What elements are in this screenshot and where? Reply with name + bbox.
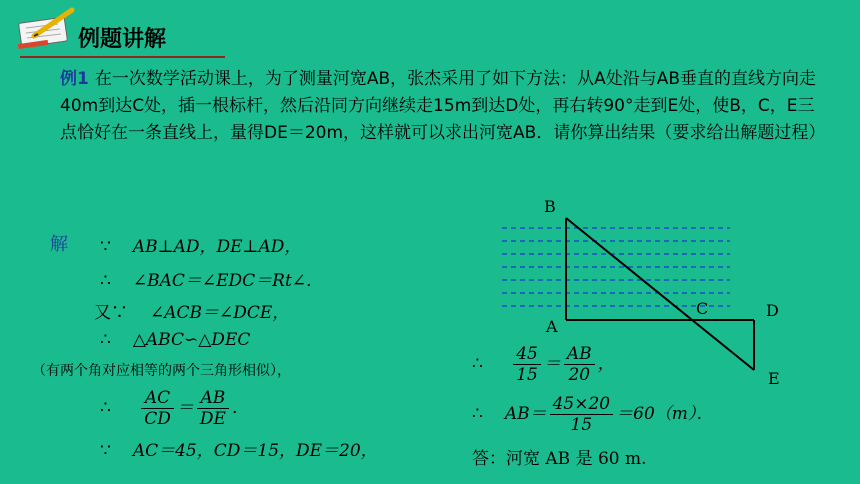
point-d-label: D <box>766 301 779 320</box>
fraction-ab-20: $\frac{AB}{20}$ <box>564 344 595 385</box>
point-a-label: A <box>546 317 558 336</box>
similarity-note: （有两个角对应相等的两个三角形相似）， <box>32 363 291 379</box>
solution-label: 解 <box>50 234 68 255</box>
fraction-ac-cd: $\frac{AC}{CD}$ <box>141 388 174 429</box>
problem-text: 在一次数学活动课上，为了测量河宽AB，张杰采用了如下方法：从A处沿与AB垂直的直线方向走40m到达C处，插一根标杆，然后沿同方向继续走15m到达D处，再右转90°走到E处，使B，C，E三点恰好在一条直线上，量得DE＝20m，这样就可以求出河宽AB．请你算出结果（要求给出解题过程） <box>60 69 826 143</box>
fraction-45x20-15: $\frac{45\times 20}{15}$ <box>550 394 614 435</box>
answer-line: 答：河宽 AB 是 60 m. <box>472 449 647 469</box>
example-tag: 例1 <box>60 69 89 89</box>
point-b-label: B <box>544 197 556 216</box>
solution-line-5: ∴ $\frac{AC}{CD}$ ＝ $\frac{AB}{DE}$ ． <box>100 388 249 429</box>
page-title: 例题讲解 <box>78 27 167 52</box>
solution-line-8: ∴ AB＝ $\frac{45\times 20}{15}$ ＝60（m）． <box>472 394 714 435</box>
point-c-label: C <box>696 299 709 318</box>
problem-statement <box>60 66 826 147</box>
solution-line-2: ∴ ∠BAC＝∠EDC＝Rt∠． <box>100 271 324 291</box>
fraction-ab-de: $\frac{AB}{DE}$ <box>197 388 229 429</box>
river-width-diagram <box>490 188 810 388</box>
notebook-pencil-icon <box>14 6 84 52</box>
point-e-label: E <box>768 369 780 388</box>
solution-line-3: 又∵ ∠ACB＝∠DCE， <box>94 303 290 323</box>
fraction-45-15: $\frac{45}{15}$ <box>513 344 541 385</box>
solution-line-1: ∵ AB⊥AD，DE⊥AD， <box>100 237 302 257</box>
solution-line-7: ∴ $\frac{45}{15}$ ＝ $\frac{AB}{20}$ ， <box>472 344 615 385</box>
title-underline <box>20 56 225 58</box>
solution-line-4: ∴ △ABC∽△DEC <box>100 330 251 350</box>
river-lines <box>502 228 730 306</box>
solution-line-6: ∵ AC＝45，CD＝15，DE＝20， <box>100 441 378 461</box>
